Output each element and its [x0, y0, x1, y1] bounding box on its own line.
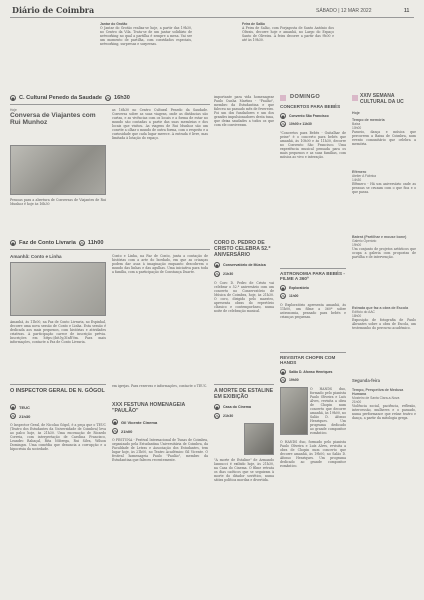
- concertos-meta: [280, 113, 329, 119]
- morte-time-row: [214, 413, 233, 419]
- clock-icon: ◷: [106, 95, 110, 101]
- rule: [280, 352, 346, 353]
- domingo-marker: [280, 95, 286, 101]
- inspector-time-row: [10, 413, 30, 419]
- semana-item: [352, 306, 416, 374]
- festuna-time-row: [112, 428, 132, 434]
- revisitar-time-row: [280, 377, 299, 383]
- page-number: 11: [404, 8, 410, 14]
- conversa-body: as 16h30 no Centro Cultural Penedo da Saudade. Conversa sobre as suas viagens, onde as distâncias são curtas, e as vivências com os locais e a forma de estar no mundo são contadas a partir das suas memórias e dos locais que visitou. As viagens de Rui Munhoz são um convite a olhar o mundo de outra forma, com o respeito e a curiosidade que cada lugar merece. A entrada é livre, mas limitada à lotação do espaço.: [112, 108, 208, 140]
- clock-icon: ◷: [215, 271, 219, 277]
- semana-item: [352, 118, 416, 166]
- newspaper-logo: Diário de Coimbra: [12, 5, 95, 15]
- revisitar-title: REVISITAR CHOPIN COM HANDS: [280, 355, 336, 366]
- event-time: 11h00: [289, 294, 299, 298]
- location-pin-icon: ◉: [11, 404, 15, 410]
- venue-label: Faz de Conto Livraria: [19, 240, 76, 246]
- semana-marker: [352, 95, 358, 101]
- rule: [10, 384, 106, 385]
- clock-icon: ◷: [281, 121, 285, 127]
- clock-icon: ◷: [113, 428, 117, 434]
- clock-icon: ◷: [215, 413, 219, 419]
- coro-body: O Coro D. Pedro de Cristo vai celebrar o 52.º aniversário com um concerto no Conservatório de Música de Coimbra, hoje, às 21h30. O coro, dirigido pelo maestro, apresenta obras do repertório clássico e contemporâneo, numa noite de celebração musical.: [214, 281, 274, 313]
- item-place: Galerio Operário: [352, 239, 377, 243]
- event-time: 21h30: [223, 272, 234, 276]
- inspector-body: O Inspector Geral, de Nicolau Gógol, é a peça que o TEUC (Teatro dos Estudantes da Universidade de Coimbra) leva ao palco hoje, às 21h30. Uma encenação de Ricardo Correia, com interpretação de Carolina Francisco, Leandro Rabaçal, Rita Nóbrega, Rui Silva, Wilson Domingos. Uma comédia que denuncia a corrupção e a hipocrisia da sociedade.: [10, 423, 106, 451]
- top-block-1-body: O Jantar do Grotão realiza-se hoje, a partir das 19h30, no Centro da Vila. Trata-se de um jantar solidário de networking no qual a partilha é sempre a mesa. Vai ser um momento de partilha, com convidados especiais, networking, surpresas e surpresas.: [100, 26, 192, 46]
- rui-munhoz-photo: [10, 145, 106, 195]
- event-time: 21h30: [223, 414, 234, 418]
- venue-label: Salão D. Afonso Henriques: [289, 370, 333, 374]
- semana-item: [352, 235, 416, 303]
- location-pin-icon: ◉: [113, 419, 117, 425]
- item-time: 14h30: [352, 178, 362, 182]
- event-time: 19h00: [289, 378, 299, 382]
- festuna-continuation: importante para vida homenagear Paulo Cunha Martins - "Paulão", membro da Estudantina e que faleceu no passado mês de fevereiro. Foi um dos fundadores e um dos grandes impulsionadores desta tuna, que deixa saudades a todos os que com ele conviveram.: [214, 95, 274, 127]
- location-pin-icon: ◉: [281, 285, 285, 291]
- conversa-article: [10, 108, 106, 127]
- venue-label: Gil Vicente Cinema: [121, 419, 158, 425]
- concertos-time-row: [280, 121, 312, 127]
- semana-item: [352, 388, 416, 594]
- hands-duo-photo: [280, 387, 308, 435]
- event-time: 21h00: [121, 428, 133, 434]
- item-place: Edifício do AAC: [352, 310, 375, 314]
- item-time: 21h00: [352, 400, 362, 404]
- event-time: 11h00: [87, 240, 104, 246]
- concertos-title: CONCERTOS PARA BEBÉS: [280, 104, 341, 109]
- venue-label: Exploratório: [289, 286, 309, 290]
- location-pin-icon: ◉: [11, 240, 15, 246]
- top-block-2: [242, 22, 334, 64]
- rule: [10, 104, 210, 105]
- revisitar-meta: [280, 369, 332, 375]
- coro-meta: [214, 262, 266, 268]
- morte-title: A MORTE DE ESTALINE EM EXIBIÇÃO: [214, 388, 274, 400]
- location-pin-icon: ◉: [11, 95, 15, 101]
- astronomia-time-row: [280, 293, 298, 299]
- item-title: Tempo, Perspetiva de Medusa Humana: [352, 388, 404, 396]
- item-title: Estrada que faz a obra de Escola: [352, 306, 409, 310]
- item-title: Tempo de memória: [352, 118, 385, 122]
- item-body: Violência social, paciência, reflexão, intercessão, mulheres e o passado, numa performance que reúne teatro e dança, a partir da mitologia grega.: [352, 404, 416, 420]
- venue-label: Convento São Francisco: [289, 114, 329, 118]
- article-title: Conversa de Viajantes com Rui Munhoz: [10, 112, 96, 127]
- item-title: Baterá (Partilhar e mouse bone): [352, 235, 407, 239]
- photo-caption: Pessoas para a abertura de Conversas de Viajantes de Rui Munhoz é hoje às 16h30: [10, 198, 106, 206]
- event-time: 21h30: [19, 413, 31, 419]
- item-body: Um conjunto de projetos artísticos que ocupa a galeria com propostas de partilha e de intervenção.: [352, 247, 416, 259]
- coro-title: CORO D. PEDRO DE CRISTO CELEBRA 52.º ANIVERSÁRIO: [214, 240, 271, 258]
- issue-date: SÁBADO | 12 MAR 2022: [316, 8, 372, 14]
- coro-time-row: [214, 271, 233, 277]
- rule: [214, 384, 274, 385]
- top-block-1: [100, 22, 192, 64]
- faz-body-col2: Conto e Linha, na Faz de Conto, junta a contação de histórias com a arte do bordado, em que as crianças podem dar asas à imaginação enquanto descobrem o mundo das linhas e das agulhas. Uma iniciativa para toda a família, com a participação de Constança Duarte.: [112, 254, 208, 274]
- inspector-title: O INSPECTOR GERAL DE N. GÓGOL: [10, 388, 105, 394]
- venue-label: Casa do Cinema: [223, 405, 251, 409]
- item-body: Passeio, dança e música que percorrem a Baixa de Coimbra, num evento comunitário que celebra a memória.: [352, 130, 416, 146]
- clock-icon: ◷: [281, 377, 285, 383]
- venue-label: TEUC: [19, 404, 30, 410]
- event-time: 16h30: [114, 95, 130, 101]
- concertos-body: "Concertos para Bebés - Guitalhar de peixe" é o concerto para bebés que amanhã, às 10h00 e às 11h30, decorre no Convento São Francisco. Uma experiência musical pensada para os mais pequenos e as suas famílias, com música ao vivo e interação.: [280, 131, 346, 159]
- morte-meta: [214, 404, 251, 410]
- section-strip-cultural: [10, 95, 130, 101]
- item-place: Atelier A Fábrica: [352, 174, 377, 178]
- conto-linha-photo: [10, 262, 106, 316]
- section-strip-faz: [10, 240, 103, 246]
- item-body: Exposição de fotografia de Paulo Abrantes sobre a obra de Escola, um testemunho do percurso académico.: [352, 318, 416, 330]
- semana-day: Hoje: [352, 111, 360, 115]
- location-pin-icon: ◉: [281, 113, 285, 119]
- top-block-2-body: A Feira de Salão, com Forjagosta de Santo António dos Olivais, decorre hoje e amanhã, no Largo do Espaço Santo de Oliveira. A feira decorre a partir das 9h00 e até às 19h30.: [242, 26, 334, 42]
- venue-label: C. Cultural Penedo da Saudade: [19, 95, 102, 101]
- header-rule: [10, 17, 414, 18]
- morte-body: "A morte de Estaline" de Armando Iannucci é exibido hoje, às 21h30, na Casa do Cinema. O filme retrata os dias caóticos que se seguiram à morte do ditador soviético, numa sátira política mordaz e divertida.: [214, 458, 274, 482]
- location-pin-icon: ◉: [215, 404, 219, 410]
- semana-section: XXIV SEMANA CULTURAL DA UC: [360, 93, 404, 105]
- inspector-meta: [10, 404, 30, 410]
- location-pin-icon: ◉: [281, 369, 285, 375]
- festuna-meta: [112, 419, 157, 425]
- domingo-section: DOMINGO: [290, 94, 321, 100]
- festuna-intro: em igrejas. Para reservas e informações, contacte o TEUC.: [112, 384, 208, 388]
- clock-icon: ◷: [80, 240, 84, 246]
- rule: [280, 268, 346, 269]
- item-time: 18h00: [352, 314, 362, 318]
- top-block-2-title: Feira de Salão: [242, 22, 265, 26]
- revisitar-body: O HANDS duo, formado pelo pianista Paulo Oliveira e Luís Alves, revisita a obra de Chopin num concerto que decorre amanhã, às 19h00, no Salão D. Afonso Henriques. Um programa dedicado ao grande compositor romântico.: [280, 440, 346, 468]
- venue-label: Conservatório de Música: [223, 263, 266, 267]
- item-place: Baixa: [352, 122, 361, 126]
- estaline-film-photo: [244, 423, 274, 455]
- rule: [10, 249, 210, 250]
- semana-item: [352, 170, 416, 232]
- revisitar-body-side: O HANDS duo, formado pelo pianista Paulo Oliveira e Luís Alves, revisita a obra de Chopin num concerto que decorre amanhã, às 19h00, no Salão D. Afonso Henriques. Um programa dedicado ao grande compositor romântico.: [310, 387, 346, 435]
- event-time: 10h00 e 11h30: [289, 122, 312, 126]
- clock-icon: ◷: [11, 413, 15, 419]
- astronomia-body: O Exploratório apresenta amanhã, às 11h00, um filme a 360º sobre astronomia, pensado para bebés e crianças pequenas.: [280, 303, 346, 319]
- astronomia-meta: [280, 285, 309, 291]
- festuna-body: O FESTUNA - Festival Internacional de Tunas de Coimbra, organizado pela Estudantina Universitária de Coimbra, da Faculdade de Letras e Associação dos Estudantes, tem lugar hoje, às 21h00, no Teatro Académico Gil Vicente. O festival homenageia Paulo "Paulão", membro da Estudantina que faleceu recentemente.: [112, 438, 208, 462]
- item-place: Mosteiro de Santa Clara-a-Nova: [352, 396, 400, 400]
- item-title: Efémero: [352, 170, 367, 174]
- location-pin-icon: ◉: [215, 262, 219, 268]
- faz-body: Amanhã, às 11h00, na Faz de Conto Livraria, no Espinhal, decorre uma nova sessão de Conto e Linha. Esta sessão é dedicada aos mais pequenos, com histórias e atividades criativas. A participação carece de inscrição prévia. Inscrições em https://bit.ly/3InfY0m. Para mais informações, contacte a Faz de Conto Livraria.: [10, 320, 106, 344]
- item-body: Efémero - Há um aniversário onde as pessoas se cruzam com o que fica e o que passa.: [352, 182, 416, 194]
- semana-day-2: Segunda-feira: [352, 378, 380, 383]
- faz-title: Amanhã: Conto e Linha: [10, 254, 62, 259]
- clock-icon: ◷: [281, 293, 285, 299]
- top-block-1-title: Jantar do Grotão: [100, 22, 128, 26]
- item-time: 19h00: [352, 243, 362, 247]
- astronomia-title: ASTRONOMIA PARA BEBÉS - FILME A 360º: [280, 271, 345, 282]
- festuna-title: XXX FESTUNA HOMENAGEIA "PAULÃO": [112, 402, 186, 414]
- item-time: 10h00: [352, 126, 362, 130]
- article-kicker: Hoje: [10, 108, 17, 112]
